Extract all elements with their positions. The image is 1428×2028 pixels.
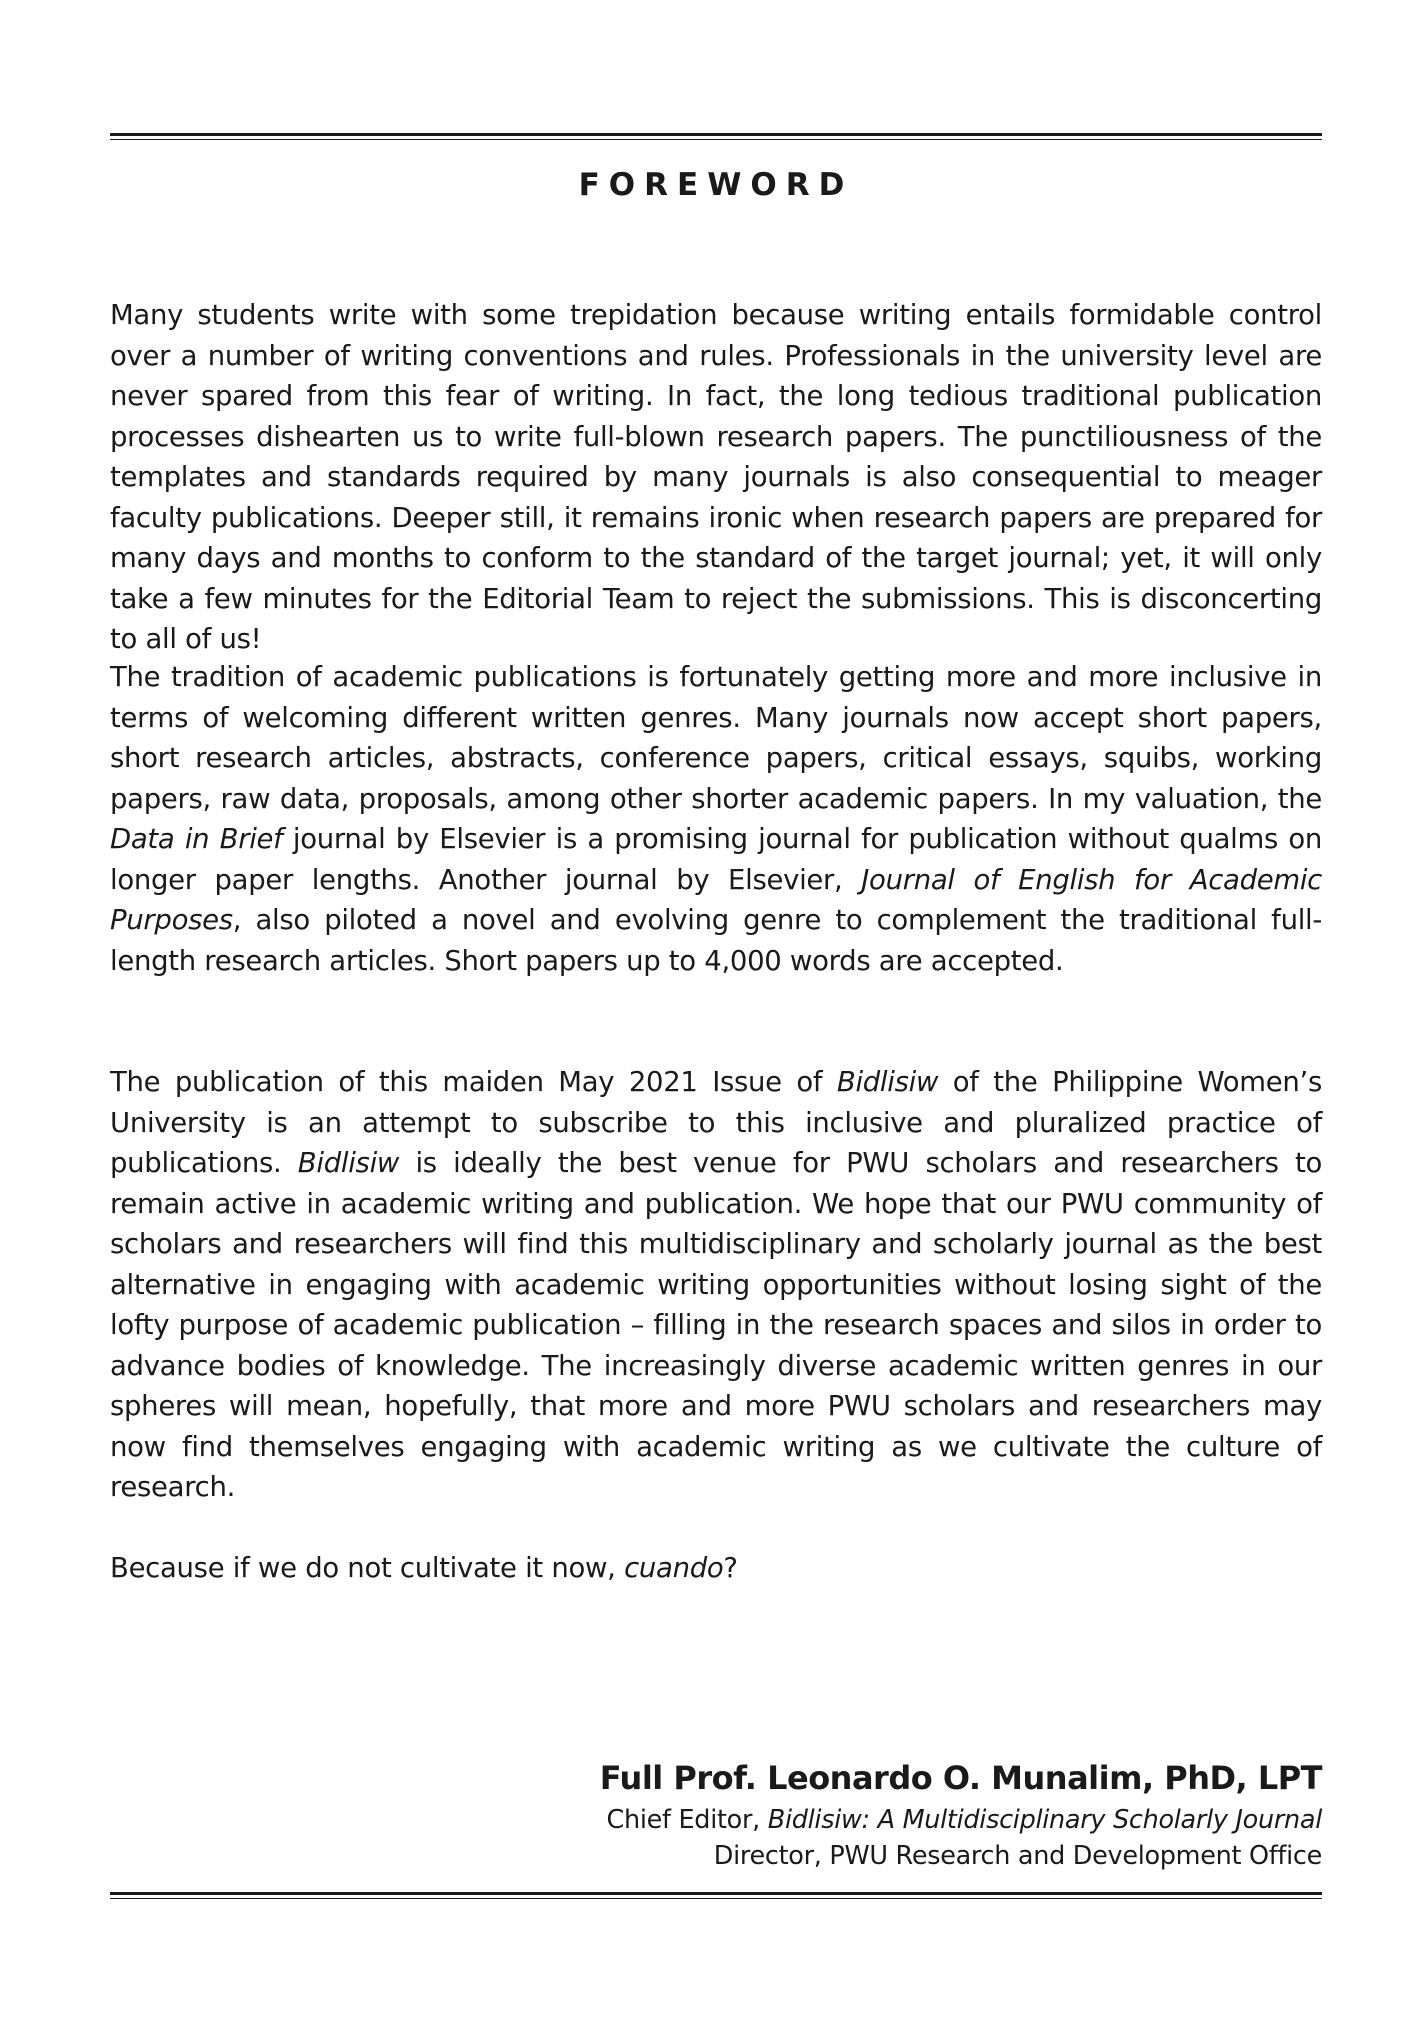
journal-title-data-in-brief: Data in Brief xyxy=(110,823,283,855)
paragraph-2-text-a: The tradition of academic publications is fortunately getting more and more inclusive in terms of welcoming different written genres. Many journals now accept short papers, short research articles, abstracts, conference papers, critical essays, squibs, working papers, raw data, proposals, among other shorter academic papers. In my valuation, the xyxy=(110,661,1322,815)
top-double-rule xyxy=(110,133,1322,140)
signatory-role-chief-editor xyxy=(110,1802,1322,1838)
paragraph-3-text-c: is ideally the best venue for PWU scholars and researchers to remain active in academic writing and publication. We hope that our PWU community of scholars and researchers will find this multidisciplinary and scholarly journal as the best alternative in engaging with academic writing opportunities without losing sight of the lofty purpose of academic publication – filling in the research spaces and silos in order to advance bodies of knowledge. The increasingly diverse academic written genres in our spheres will mean, hopefully, that more and more PWU scholars and researchers may now find themselves engaging with academic writing as we cultivate the culture of research. xyxy=(110,1147,1322,1503)
paragraph-4-text-a: Because if we do not cultivate it now, xyxy=(110,1552,625,1584)
journal-name-bidlisiw-2: Bidlisiw xyxy=(297,1147,400,1179)
paragraph-3-text-b: of the Philippine Women’s University is an attempt to subscribe to this inclusive and pluralized practice of publications. xyxy=(110,1066,1322,1179)
role-prefix: Chief Editor, xyxy=(606,1805,768,1835)
foreword-body xyxy=(110,295,1322,1588)
bottom-double-rule xyxy=(110,1892,1322,1899)
paragraph-4-text-b: ? xyxy=(723,1552,738,1584)
paragraph-4 xyxy=(110,1548,1322,1588)
paragraph-1 xyxy=(110,295,1322,657)
signatory-name: Full Prof. Leonardo O. Munalim, PhD, LPT xyxy=(599,1759,1322,1797)
paragraph-1-text: Many students write with some trepidation because writing entails formidable control over a number of writing conventions and rules. Professionals in the university level are never spared from this fear of writing. In fact, the long tedious traditional publication processes dishearten us to write full-blown research papers. The punctiliousness of the templates and standards required by many journals is also consequential to meager faculty publications. Deeper still, it remains ironic when research papers are prepared for many days and months to conform to the standard of the target journal; yet, it will only take a few minutes for the Editorial Team to reject the submissions. This is disconcerting to all of us! xyxy=(110,299,1322,655)
journal-full-title: Bidlisiw: A Multidisciplinary Scholarly Journal xyxy=(767,1805,1322,1835)
paragraph-2-text-b: journal by Elsevier is a promising journal for publication without qualms on longer paper lengths. Another journal by Elsevier, xyxy=(110,823,1322,896)
paragraph-3-text-a: The publication of this maiden May 2021 Issue of xyxy=(110,1066,837,1098)
paragraph-2 xyxy=(110,657,1322,1062)
signatory-role-director: Director, PWU Research and Development Office xyxy=(713,1841,1322,1871)
page-title: FOREWORD xyxy=(578,167,854,203)
paragraph-2-text-c: , also piloted a novel and evolving genre to complement the traditional full-length research articles. Short papers up to 4,000 words are accepted. xyxy=(110,904,1322,977)
closing-word-cuando: cuando xyxy=(624,1552,724,1584)
journal-name-bidlisiw-1: Bidlisiw xyxy=(836,1066,939,1098)
paragraph-3 xyxy=(110,1062,1322,1548)
journal-title-jeap: Journal of English for Academic Purposes xyxy=(110,863,1322,936)
